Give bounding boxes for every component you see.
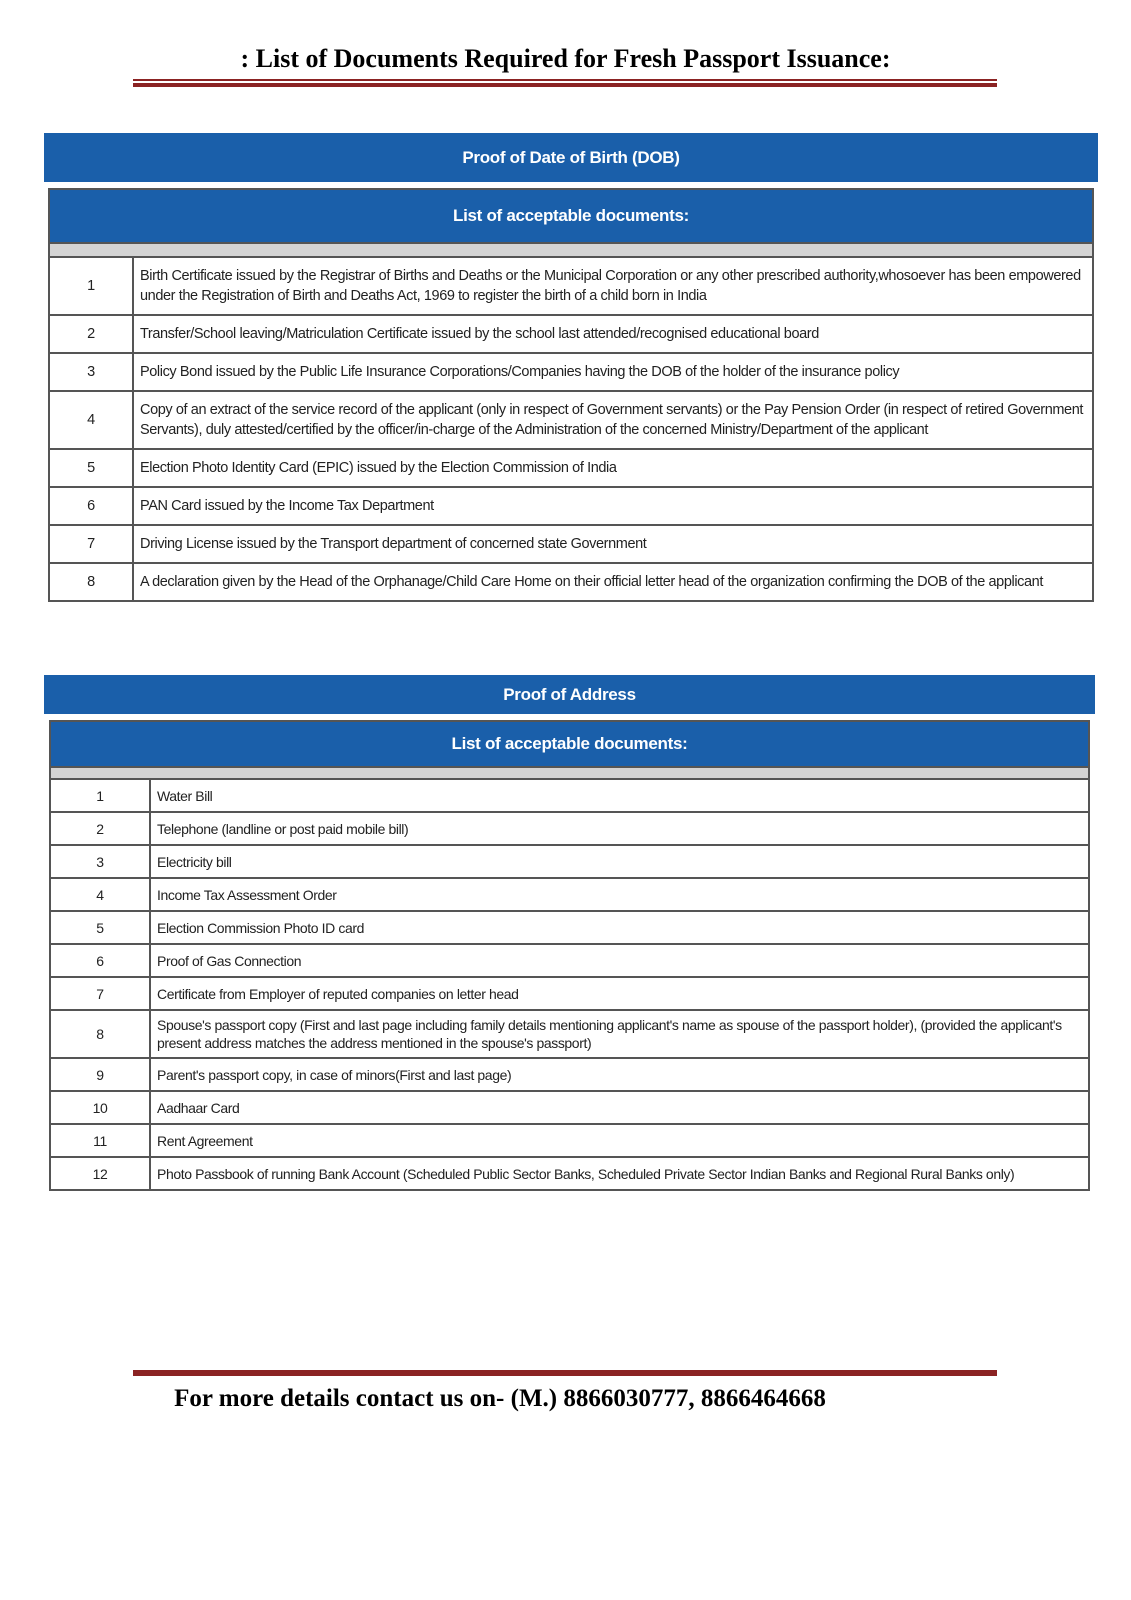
row-number: 9 bbox=[50, 1058, 150, 1091]
row-number: 8 bbox=[49, 563, 133, 601]
row-number: 4 bbox=[49, 391, 133, 449]
table-row bbox=[50, 1157, 1089, 1190]
row-text: Transfer/School leaving/Matriculation Certificate issued by the school last attended/recognised educational board bbox=[133, 315, 1093, 353]
table-spacer-bar bbox=[49, 243, 1093, 257]
footer-divider bbox=[133, 1368, 997, 1376]
title-divider bbox=[133, 79, 997, 87]
row-text: Certificate from Employer of reputed companies on letter head bbox=[150, 977, 1089, 1010]
table-row bbox=[50, 1091, 1089, 1124]
dob-table-subheading: List of acceptable documents: bbox=[49, 189, 1093, 243]
row-number: 10 bbox=[50, 1091, 150, 1124]
table-row bbox=[50, 779, 1089, 812]
row-number: 12 bbox=[50, 1157, 150, 1190]
dob-section bbox=[44, 133, 1098, 602]
row-text: Water Bill bbox=[150, 779, 1089, 812]
row-number: 1 bbox=[50, 779, 150, 812]
table-row bbox=[49, 391, 1093, 449]
row-text: Birth Certificate issued by the Registrar of Births and Deaths or the Municipal Corporation or any other prescribed authority,whosoever has been empowered under the Registration of Birth and Deaths Act, 1969 to register the birth of a child born in India bbox=[133, 257, 1093, 315]
dob-documents-table bbox=[48, 188, 1094, 602]
dob-section-heading: Proof of Date of Birth (DOB) bbox=[44, 133, 1098, 182]
row-text: Copy of an extract of the service record of the applicant (only in respect of Government servants) or the Pay Pension Order (in respect of retired Government Servants), duly attested/certified by the officer/in-charge of the Administration of the concerned Ministry/Department of the applicant bbox=[133, 391, 1093, 449]
row-number: 4 bbox=[50, 878, 150, 911]
row-text: Telephone (landline or post paid mobile bill) bbox=[150, 812, 1089, 845]
page-title: : List of Documents Required for Fresh Passport Issuance: bbox=[240, 44, 891, 73]
table-row bbox=[49, 353, 1093, 391]
row-number: 11 bbox=[50, 1124, 150, 1157]
table-row bbox=[50, 1058, 1089, 1091]
row-number: 6 bbox=[50, 944, 150, 977]
table-row bbox=[49, 257, 1093, 315]
table-row bbox=[49, 315, 1093, 353]
table-row bbox=[50, 1124, 1089, 1157]
row-text: Election Photo Identity Card (EPIC) issued by the Election Commission of India bbox=[133, 449, 1093, 487]
table-row bbox=[50, 911, 1089, 944]
table-row bbox=[50, 944, 1089, 977]
row-text: Aadhaar Card bbox=[150, 1091, 1089, 1124]
table-row bbox=[49, 449, 1093, 487]
row-number: 5 bbox=[50, 911, 150, 944]
footer-contact: For more details contact us on- (M.) 8866030777, 8866464668 bbox=[174, 1385, 826, 1412]
row-text: PAN Card issued by the Income Tax Department bbox=[133, 487, 1093, 525]
row-number: 5 bbox=[49, 449, 133, 487]
table-row bbox=[49, 487, 1093, 525]
row-text: Driving License issued by the Transport department of concerned state Government bbox=[133, 525, 1093, 563]
table-spacer-bar bbox=[50, 767, 1089, 779]
row-text: Spouse's passport copy (First and last page including family details mentioning applicant's name as spouse of the passport holder), (provided the applicant's present address matches the address mentioned in the spouse's passport) bbox=[150, 1010, 1089, 1058]
row-text: Election Commission Photo ID card bbox=[150, 911, 1089, 944]
address-section bbox=[44, 675, 1095, 1191]
table-row bbox=[50, 812, 1089, 845]
row-text: Electricity bill bbox=[150, 845, 1089, 878]
row-text: A declaration given by the Head of the Orphanage/Child Care Home on their official letter head of the organization confirming the DOB of the applicant bbox=[133, 563, 1093, 601]
table-row bbox=[49, 525, 1093, 563]
table-row bbox=[50, 1010, 1089, 1058]
table-row bbox=[50, 878, 1089, 911]
address-table-subheading: List of acceptable documents: bbox=[50, 721, 1089, 767]
table-row bbox=[50, 845, 1089, 878]
row-number: 8 bbox=[50, 1010, 150, 1058]
row-number: 7 bbox=[50, 977, 150, 1010]
row-text: Photo Passbook of running Bank Account (Scheduled Public Sector Banks, Scheduled Private Sector Indian Banks and Regional Rural Banks only) bbox=[150, 1157, 1089, 1190]
row-text: Income Tax Assessment Order bbox=[150, 878, 1089, 911]
row-text: Parent's passport copy, in case of minors(First and last page) bbox=[150, 1058, 1089, 1091]
row-number: 7 bbox=[49, 525, 133, 563]
table-row bbox=[49, 563, 1093, 601]
row-text: Rent Agreement bbox=[150, 1124, 1089, 1157]
row-number: 2 bbox=[49, 315, 133, 353]
row-number: 1 bbox=[49, 257, 133, 315]
address-documents-table bbox=[49, 720, 1090, 1191]
table-row bbox=[50, 977, 1089, 1010]
address-section-heading: Proof of Address bbox=[44, 675, 1095, 714]
row-number: 3 bbox=[49, 353, 133, 391]
row-text: Policy Bond issued by the Public Life Insurance Corporations/Companies having the DOB of the holder of the insurance policy bbox=[133, 353, 1093, 391]
row-number: 2 bbox=[50, 812, 150, 845]
row-number: 6 bbox=[49, 487, 133, 525]
row-number: 3 bbox=[50, 845, 150, 878]
row-text: Proof of Gas Connection bbox=[150, 944, 1089, 977]
